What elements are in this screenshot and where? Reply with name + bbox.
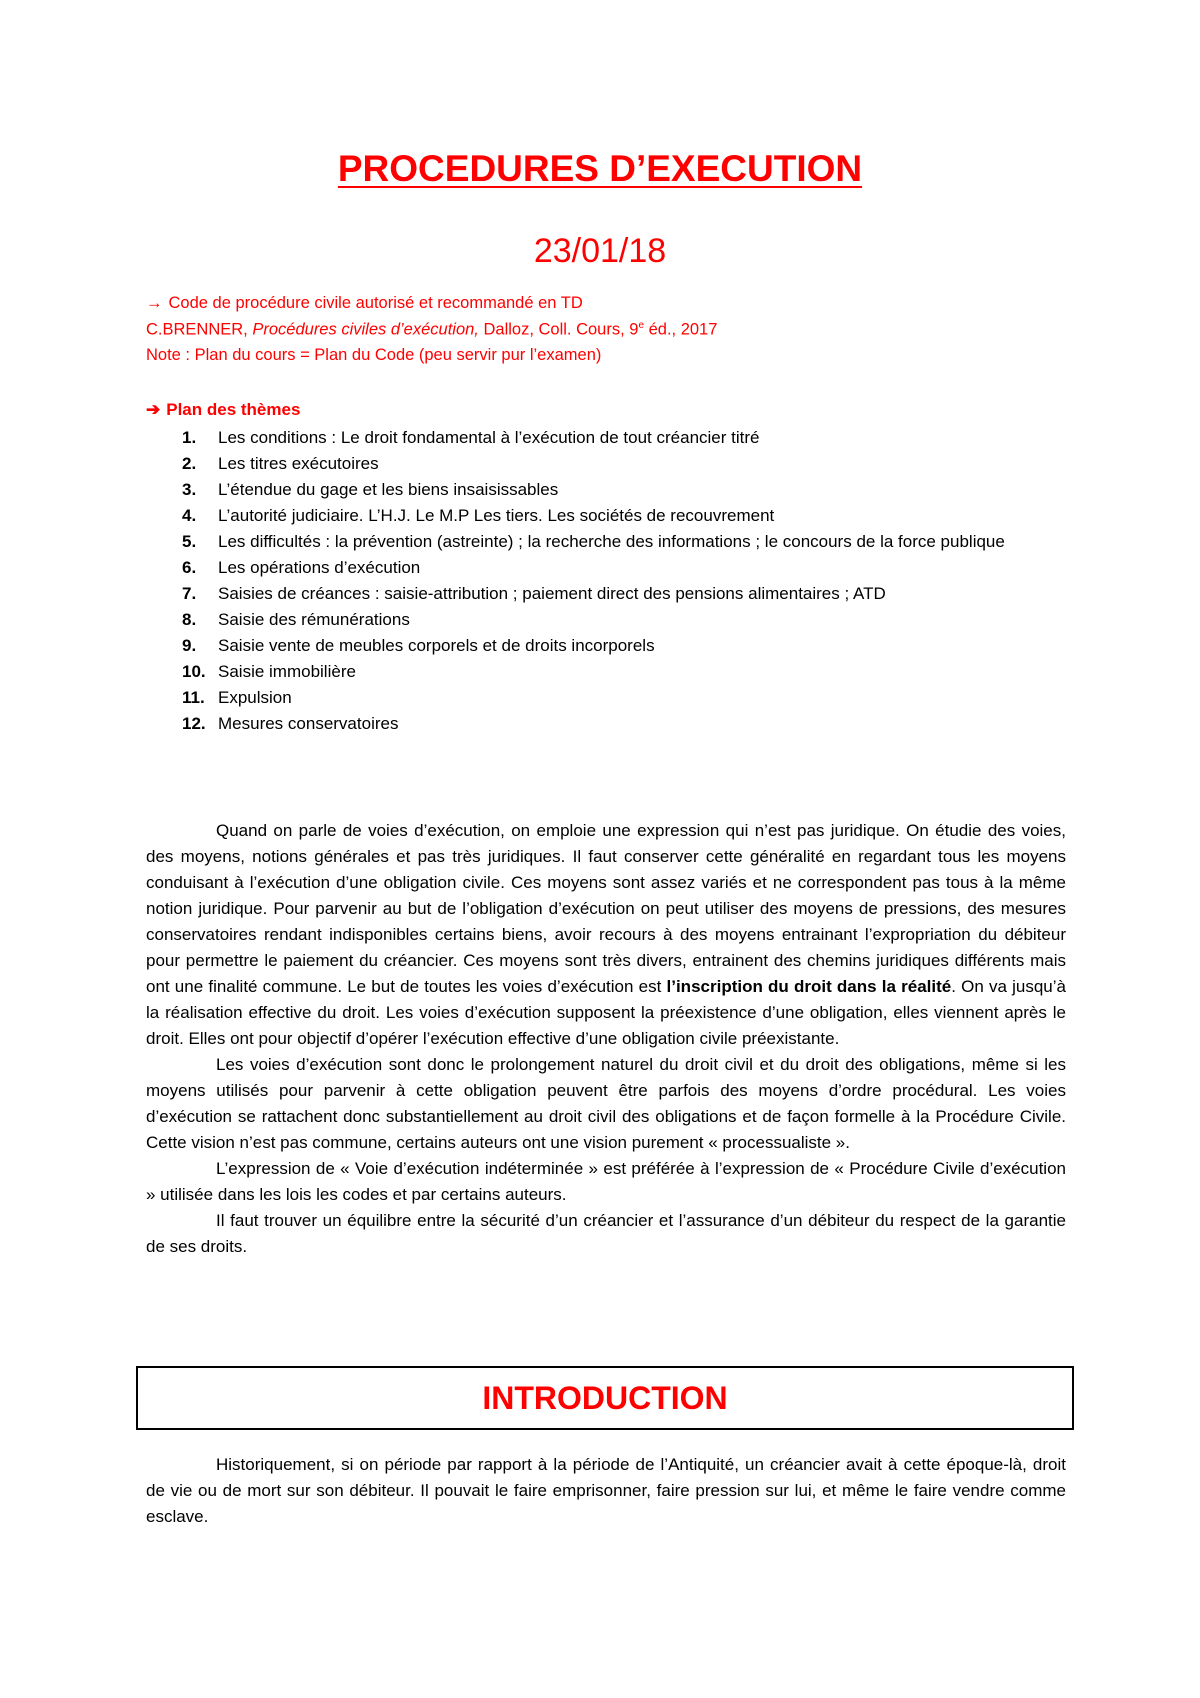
list-item-text: L’autorité judiciaire. L’H.J. Le M.P Les tiers. Les sociétés de recouvrement — [218, 506, 775, 525]
list-item — [146, 529, 1066, 555]
list-item-number: 3. — [182, 480, 197, 499]
list-item — [146, 425, 1066, 451]
list-item-number: 12. — [182, 714, 206, 733]
arrow-right-icon: → — [146, 294, 163, 312]
paragraph: Historiquement, si on période par rapport à la période de l’Antiquité, un créancier avait à cette époque-là, droit de vie ou de mort sur son débiteur. Il pouvait le faire emprisonner, faire pression sur lui, et même le faire vendre comme esclave. — [146, 1455, 1066, 1526]
list-item-number: 1. — [182, 428, 197, 447]
paragraph: Les voies d’exécution sont donc le prolongement naturel du droit civil et du droit des obligations, même si les moyens utilisés pour parvenir à cette obligation peuvent être parfois des moyens d’ordre procédural. Les voies d’exécution se rattachent donc substantiellement au droit civil des obligations et de façon formelle à la Procédure Civile. Cette vision n’est pas commune, certains auteurs ont une vision purement « processualiste ». — [146, 1055, 1066, 1152]
info-line-reference — [146, 320, 717, 340]
list-item-number: 7. — [182, 584, 197, 603]
list-item — [146, 711, 1066, 737]
info-line-code — [146, 294, 583, 313]
reference-edition: éd., 2017 — [644, 320, 718, 339]
plan-heading-text: Plan des thèmes — [166, 400, 301, 419]
list-item-number: 6. — [182, 558, 197, 577]
list-item-number: 11. — [182, 688, 205, 707]
document-title: PROCEDURES D’EXECUTION — [337, 148, 863, 189]
list-item — [146, 503, 1066, 529]
introduction-heading: INTRODUCTION — [482, 1379, 728, 1416]
introduction-heading-box — [136, 1366, 1074, 1430]
reference-edition-sup: e — [638, 320, 645, 331]
list-item-number: 4. — [182, 506, 197, 525]
plan-heading — [146, 400, 300, 420]
list-item-text: Saisies de créances : saisie-attribution ; paiement direct des pensions alimentaires ; ATD — [218, 584, 886, 603]
list-item-text: Expulsion — [218, 688, 292, 707]
list-item — [146, 451, 1066, 477]
paragraph-text: . On va jusqu’à la réalisation effective du droit. Les voies d’exécution supposent la préexistence d’une obligation, elles viennent après le droit. Elles ont pour objectif d’opérer l’exécution effective d’une obligation civile préexistante. — [146, 977, 1066, 1048]
paragraph-text: Quand on parle de voies d’exécution, on emploie une expression qui n’est pas juridique. On étudie des voies, des moyens, notions générales et pas très juridiques. Il faut conserver cette généralité en regardant tous les moyens conduisant à l’exécution d’une obligation civile. Ces moyens sont assez variés et ne correspondent pas tous à la même notion juridique. Pour parvenir au but de l’obligation d’exécution on peut utiliser des moyens de pressions, des mesures conservatoires rendant indisponibles certains biens, avoir recours à des moyens entrainant l’expropriation du débiteur pour permettre le paiement du créancier. Ces moyens sont très divers, entrainent des chemins juridiques différents mais ont une finalité commune. Le but de toutes les voies d’exécution est — [146, 821, 1066, 996]
list-item — [146, 555, 1066, 581]
list-item-text: Mesures conservatoires — [218, 714, 399, 733]
paragraph-emphasis: l’inscription du droit dans la réalité — [666, 977, 952, 996]
paragraph — [146, 818, 1066, 1052]
body-paragraphs — [146, 818, 1066, 1260]
document-date: 23/01/18 — [533, 232, 667, 270]
themes-list — [146, 425, 1066, 737]
list-item — [146, 633, 1066, 659]
list-item — [146, 659, 1066, 685]
introduction-body — [146, 1452, 1066, 1530]
reference-author: C.BRENNER, — [146, 320, 253, 339]
reference-book-title: Procédures civiles d’exécution, — [252, 320, 479, 339]
list-item-text: Saisie des rémunérations — [218, 610, 410, 629]
paragraph: Il faut trouver un équilibre entre la sécurité d’un créancier et l’assurance d’un débiteur du respect de la garantie de ses droits. — [146, 1211, 1066, 1256]
bold-arrow-right-icon: ➔ — [146, 400, 161, 419]
info-line-note: Note : Plan du cours = Plan du Code (peu servir pur l’examen) — [146, 346, 602, 364]
list-item — [146, 685, 1066, 711]
paragraph: L’expression de « Voie d’exécution indéterminée » est préférée à l’expression de « Procédure Civile d’exécution » utilisée dans les lois les codes et par certains auteurs. — [146, 1159, 1066, 1204]
reference-publisher: Dalloz, Coll. Cours, 9 — [478, 320, 639, 339]
list-item-text: Les titres exécutoires — [218, 454, 379, 473]
info-line-code-text: Code de procédure civile autorisé et recommandé en TD — [168, 294, 583, 312]
list-item-text: Les conditions : Le droit fondamental à l’exécution de tout créancier titré — [218, 428, 760, 447]
list-item-number: 2. — [182, 454, 197, 473]
list-item — [146, 607, 1066, 633]
list-item-text: Saisie vente de meubles corporels et de droits incorporels — [218, 636, 655, 655]
list-item-number: 8. — [182, 610, 197, 629]
list-item-text: Les opérations d’exécution — [218, 558, 421, 577]
list-item-number: 9. — [182, 636, 197, 655]
list-item-text: Les difficultés : la prévention (astreinte) ; la recherche des informations ; le concours de la force publique — [218, 532, 1005, 551]
list-item-text: Saisie immobilière — [218, 662, 356, 681]
list-item-text: L’étendue du gage et les biens insaisissables — [218, 480, 559, 499]
list-item-number: 5. — [182, 532, 197, 551]
list-item-number: 10. — [182, 662, 206, 681]
list-item — [146, 477, 1066, 503]
list-item — [146, 581, 1066, 607]
